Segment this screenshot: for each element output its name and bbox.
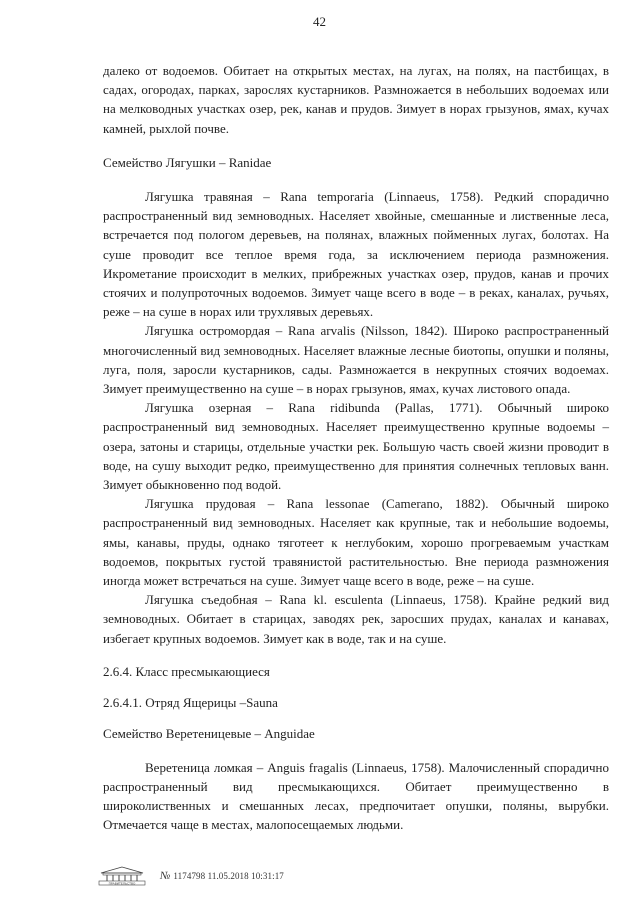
paragraph-anguis-fragalis: Веретеница ломкая – Anguis fragalis (Linnaeus, 1758). Малочисленный спорадично распространенный вид пресмыкающихся. Обитает преимущественно в широколиственных и смешанных лесах, предпочитает опушки, поляны, вырубки. Отмечается чаще в местах, малопосещаемых людьми. (103, 759, 609, 833)
heading-order-lizards: 2.6.4.1. Отряд Ящерицы –Sauna (103, 695, 278, 711)
heading-class-reptiles: 2.6.4. Класс пресмыкающиеся (103, 663, 270, 679)
heading-family-anguidae: Семейство Веретеницевые – Anguidae (103, 726, 315, 742)
document-footer (96, 866, 284, 886)
svg-text:ПРАВИТЕЛЬСТВО: ПРАВИТЕЛЬСТВО (108, 881, 136, 886)
paragraph-rana-arvalis: Лягушка остромордая – Rana arvalis (Nilsson, 1842). Широко распространенный многочисленный вид земноводных. Населяет влажные лесные биотопы, опушки и поляны, луга, поля, заросли кустарников, сады. Размножается в некрупных стоячих водоемах. Зимует преимущественно на суше – в норах грызунов, ямах, кучах листового опада. (103, 323, 609, 397)
page-number: 42 (313, 14, 326, 29)
document-body (103, 61, 609, 834)
paragraph-rana-lessonae: Лягушка прудовая – Rana lessonae (Camerano, 1882). Обычный широко распространенный вид земноводных. Населяет как крупные, так и небольшие водоемы, ямы, канавы, пруды, однако тяготеет к неглубоким, хорошо прогреваемым участкам водоемов, покрытых густой травянистой растительностью. Вне периода размножения иногда может встречаться на суше. Зимует чаще всего в воде, реже – на суше. (103, 496, 609, 589)
paragraph-rana-ridibunda: Лягушка озерная – Rana ridibunda (Pallas, 1771). Обычный широко распространенный вид земноводных. Населяет преимущественно крупные водоемы – озера, затоны и старицы, отдельные участки рек. Большую часть своей жизни проводит в воде, на сушу выходит редко, преимущественно для принятия солнечных тепловых ванн. Зимует обыкновенно под водой. (103, 400, 609, 493)
paragraph-rana-temporaria: Лягушка травяная – Rana temporaria (Linnaeus, 1758). Редкий спорадично распространенный вид земноводных. Населяет хвойные, смешанные и лиственные леса, встречается под пологом деревьев, на полянах, влажных пойменных лугах, болотах. На суше проводит все теплое время года, за исключением периода размножения. Икрометание происходит в мелких, прибрежных участках озер, прудов, канав и прочих стоячих и полупроточных водоемов. Зимует чаще всего в воде – в реках, каналах, ручьях, реже – на суше в норах или трухлявых деревьях. (103, 189, 609, 320)
paragraph-continuation: далеко от водоемов. Обитает на открытых местах, на лугах, на полях, на пастбищах, в садах, огородах, парках, зарослях кустарников. Размножается в небольших водоемах или на мелководных участках озер, рек, канав и прудов. Зимует в норах грызунов, ямах, кучах камней, рыхлой почве. (103, 63, 609, 136)
heading-family-ranidae: Семейство Лягушки – Ranidae (103, 154, 272, 170)
government-seal-icon (96, 866, 148, 886)
document-registration-info: 1174798 11.05.2018 10:31:17 (173, 871, 284, 881)
paragraph-rana-esculenta: Лягушка съедобная – Rana kl. esculenta (Linnaeus, 1758). Крайне редкий вид земноводных. Обитает в старицах, заводях рек, заросших прудах, каналах и канавах, избегает крупных водоемов. Зимует как в воде, так и на суше. (103, 592, 609, 646)
document-number-symbol: № (160, 870, 171, 882)
